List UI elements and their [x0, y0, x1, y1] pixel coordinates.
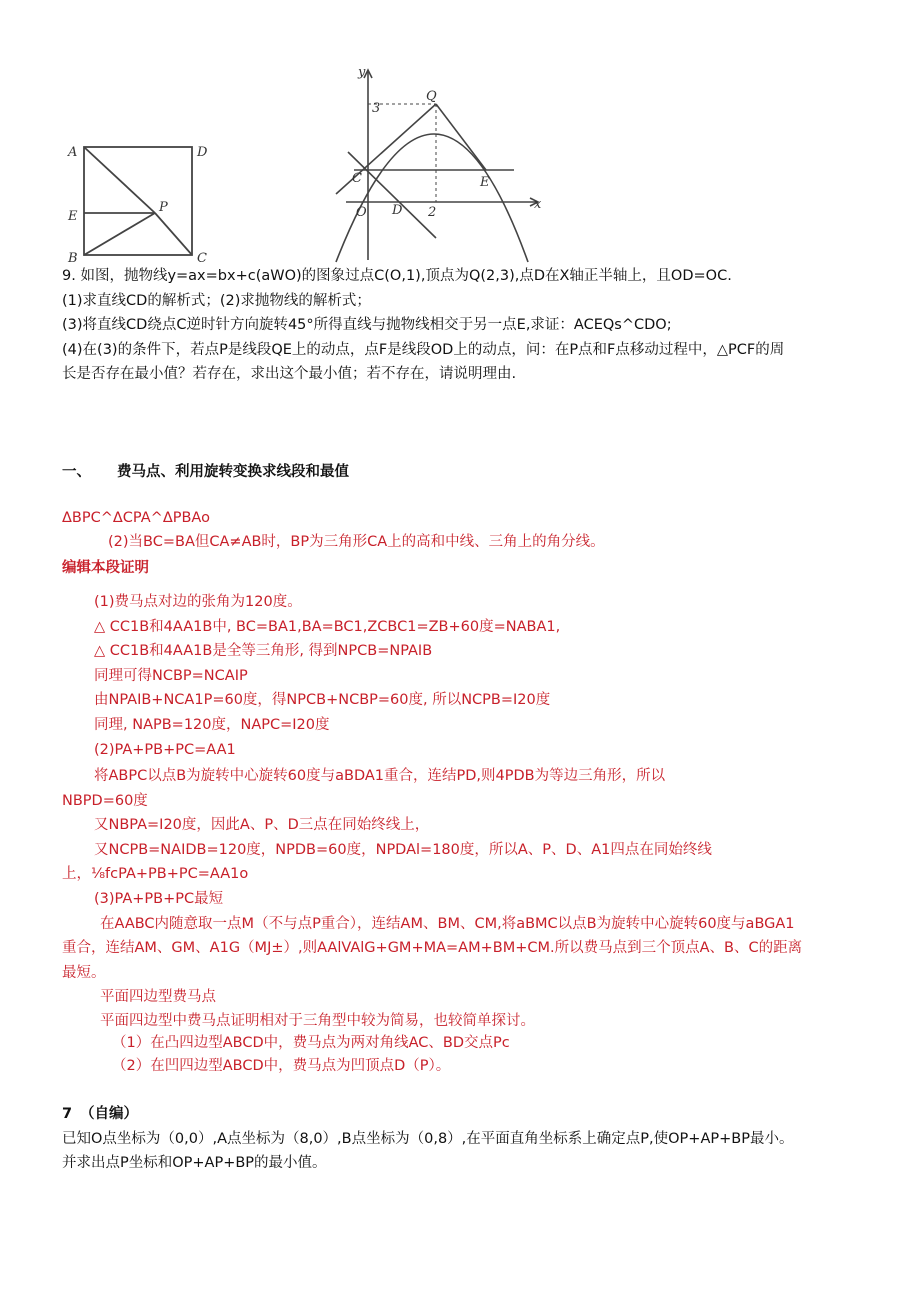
label-c: C	[352, 171, 362, 186]
problem7-line-2: 并求出点P坐标和OP+AP+BP的最小值。	[62, 1155, 327, 1171]
parabola-figure	[328, 64, 550, 264]
red-line-10: (2)PA+PB+PC=AA1	[94, 742, 236, 758]
red-line-15: 上，⅛fcPA+PB+PC=AA1o	[62, 866, 249, 882]
problem9-line-2: (1)求直线CD的解析式；(2)求抛物线的解析式；	[62, 293, 371, 309]
label-two: 2	[428, 205, 437, 220]
label-b: B	[68, 251, 78, 266]
label-c: C	[197, 251, 207, 266]
red-line-2: (2)当BC=BA但CA≠AB时，BP为三角形CA上的高和中线、三角上的角分线。	[108, 534, 605, 550]
square-figure	[62, 136, 222, 266]
red-line-1: ΔBPC^ΔCPA^ΔPBAo	[62, 510, 210, 526]
label-three: 3	[372, 101, 381, 116]
segment-bp	[84, 213, 155, 255]
red-line-4: (1)费马点对边的张角为120度。	[94, 594, 302, 610]
problem7-tag: （自编）	[80, 1106, 138, 1122]
label-p: P	[159, 200, 168, 215]
red-line-16: (3)PA+PB+PC最短	[94, 891, 224, 907]
problem9-line-4: (4)在(3)的条件下，若点P是线段QE上的动点，点F是线段OD上的动点，问：在P点和F点移动过程中，△PCF的周	[62, 342, 785, 358]
red-line-17: 在AABC内随意取一点M（不与点P重合），连结AM、BM、CM,将aBMC以点B为旋转中心旋转60度与aBGA1	[100, 916, 795, 932]
label-e: E	[480, 175, 490, 190]
red-line-23: （2）在凹四边型ABCD中，费马点为凹顶点D（P）。	[112, 1058, 451, 1074]
red-line-7: 同理可得NCBP=NCAIP	[94, 668, 248, 684]
label-a: A	[68, 145, 78, 160]
red-heading-proof: 编辑本段证明	[62, 560, 149, 576]
red-line-21: 平面四边型中费马点证明相对于三角型中较为简易，也较简单探讨。	[100, 1013, 535, 1029]
red-line-19: 最短。	[62, 965, 106, 981]
red-line-14: 又NCPB=NAIDB=120度，NPDB=60度，NPDAl=180度，所以A、P、D、A1四点在同始终线	[94, 842, 712, 858]
segment-pc	[155, 213, 192, 255]
red-line-9: 同理, NAPB=120度，NAPC=I20度	[94, 717, 330, 733]
section-number: 一、	[62, 464, 91, 480]
label-d: D	[392, 203, 403, 218]
label-q: Q	[426, 89, 437, 104]
red-line-12: NBPD=60度	[62, 793, 148, 809]
label-x: x	[534, 197, 542, 212]
line-cq	[336, 104, 436, 194]
problem9-line-3: (3)将直线CD绕点C逆时针方向旋转45°所得直线与抛物线相交于另一点E,求证：ACEQs^CDO;	[62, 317, 672, 333]
parabola-curve	[336, 134, 528, 262]
problem9-line-5: 长是否存在最小值？若存在，求出这个最小值；若不存在，请说明理由.	[62, 366, 517, 382]
problem7-line-1: 已知O点坐标为（0,0）,A点坐标为（8,0）,B点坐标为（0,8）,在平面直角坐标系上确定点P,使OP+AP+BP最小。	[62, 1131, 794, 1147]
section-title: 费马点、利用旋转变换求线段和最值	[117, 464, 349, 480]
red-line-18: 重合，连结AM、GM、A1G（MJ±）,则AAlVAlG+GM+MA=AM+BM+CM.所以费马点到三个顶点A、B、C的距离	[62, 940, 803, 956]
red-line-20: 平面四边型费马点	[100, 989, 216, 1005]
red-line-22: （1）在凸四边型ABCD中，费马点为两对角线AC、BD交点Pc	[112, 1035, 510, 1051]
segment-qe	[436, 104, 486, 170]
line-cd	[348, 152, 436, 238]
label-y: y	[358, 65, 366, 80]
problem7-number: 7	[62, 1106, 73, 1122]
segment-ap	[84, 147, 155, 213]
red-line-11: 将ABPC以点B为旋转中心旋转60度与aBDA1重合，连结PD,则4PDB为等边三角形，所以	[94, 768, 666, 784]
label-o: O	[356, 205, 367, 220]
problem9-line-1: 9. 如图，抛物线y=ax=bx+c(aWO)的图象过点C(O,1),顶点为Q(2,3),点D在X轴正半轴上，且OD=OC.	[62, 268, 732, 284]
red-line-5: △ CC1B和4AA1B中, BC=BA1,BA=BC1,ZCBC1=ZB+60度=NABA1,	[94, 619, 561, 635]
red-line-8: 由NPAIB+NCA1P=60度，得NPCB+NCBP=60度, 所以NCPB=I20度	[94, 692, 551, 708]
red-line-13: 又NBPA=I20度，因此A、P、D三点在同始终线上，	[94, 817, 430, 833]
label-e: E	[68, 209, 78, 224]
label-d: D	[197, 145, 208, 160]
red-line-6: △ CC1B和4AA1B是全等三角形, 得到NPCB=NPAIB	[94, 643, 433, 659]
